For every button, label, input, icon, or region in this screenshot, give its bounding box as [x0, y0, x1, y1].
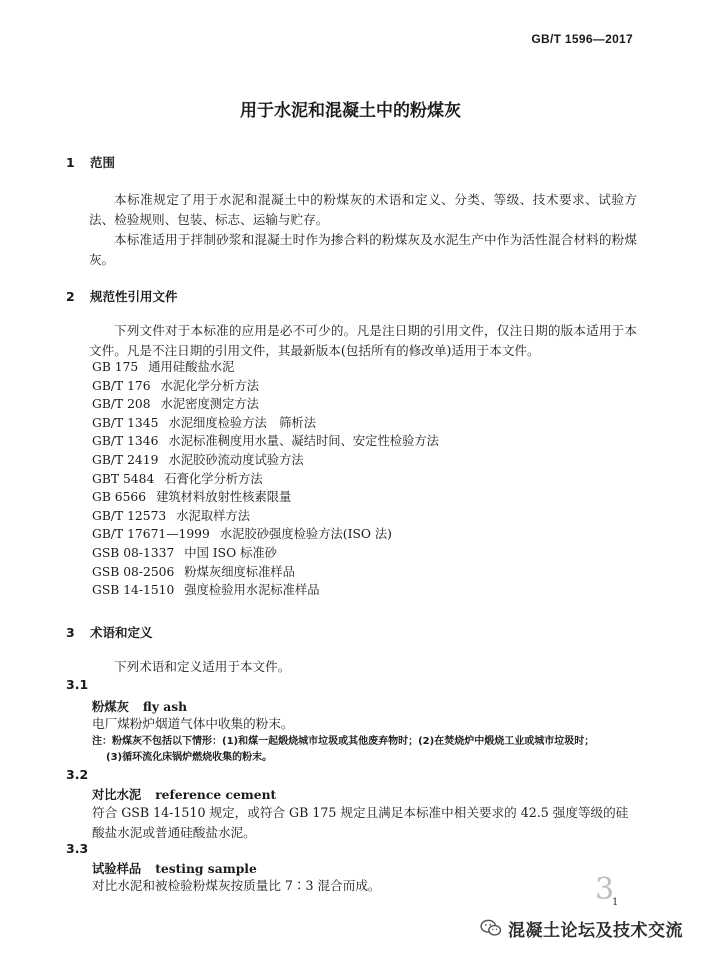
reference-name: 水泥取样方法	[176, 508, 251, 523]
term-name	[92, 785, 276, 803]
reference-code: GB/T 208	[92, 397, 151, 412]
reference-code: GSB 08-2506	[92, 564, 175, 579]
note-line: 注：粉煤灰不包括以下情形：(1)和煤一起煅烧城市垃圾或其他废弃物时；(2)在焚烧炉中煅烧工业或城市垃圾时；	[92, 736, 595, 747]
reference-code: GSB 08-1337	[92, 545, 175, 560]
reference-item	[92, 563, 439, 582]
term-name-zh: 试验样品	[92, 862, 142, 876]
reference-item	[92, 432, 439, 451]
reference-code: GSB 14-1510	[92, 583, 175, 598]
term-note	[92, 734, 652, 766]
reference-code: GB/T 17671—1999	[92, 527, 210, 542]
term-definition: 对比水泥和被检验粉煤灰按质量比 7∶3 混合而成。	[92, 878, 381, 893]
section-title: 规范性引用文件	[90, 289, 178, 304]
reference-name: 水泥细度检验方法 筛析法	[168, 415, 316, 430]
reference-code: GBT 5484	[92, 471, 155, 486]
section-title: 范围	[90, 155, 116, 170]
section-3-paragraph-1: 下列术语和定义适用于本文件。	[114, 659, 291, 674]
reference-item	[92, 395, 439, 414]
standard-code: GB/T 1596—2017	[531, 32, 633, 46]
page-number: 3	[595, 872, 615, 907]
section-number: 2	[66, 289, 75, 304]
reference-item	[92, 470, 439, 489]
term-name-en: fly ash	[142, 699, 188, 714]
note-line: (3)循环流化床锅炉燃烧收集的粉末。	[106, 752, 273, 763]
reference-item	[92, 488, 439, 507]
reference-name: 水泥密度测定方法	[160, 397, 259, 412]
reference-code: GB/T 1345	[92, 415, 159, 430]
section-number: 3	[66, 625, 75, 640]
reference-list	[92, 358, 439, 600]
watermark-text: 混凝土论坛及技术交流	[508, 920, 683, 941]
reference-code: GB/T 12573	[92, 508, 167, 523]
term-name	[92, 697, 187, 715]
reference-code: GB/T 1346	[92, 434, 159, 449]
reference-item	[92, 451, 439, 470]
reference-name: 水泥标准稠度用水量、凝结时间、安定性检验方法	[168, 434, 439, 449]
section-2-paragraph-1: 下列文件对于本标准的应用是必不可少的。凡是注日期的引用文件，仅注日期的版本适用于本文件。凡是不注日期的引用文件，其最新版本(包括所有的修改单)适用于本文件。	[89, 323, 637, 358]
document-title: 用于水泥和混凝土中的粉煤灰	[240, 101, 461, 121]
reference-code: GB 6566	[92, 490, 147, 505]
term-name	[92, 859, 257, 877]
reference-item	[92, 377, 439, 396]
term-name-zh: 粉煤灰	[92, 700, 129, 714]
reference-item	[92, 414, 439, 433]
reference-name: 石膏化学分析方法	[164, 471, 263, 486]
section-1-heading	[66, 153, 115, 171]
term-definition: 电厂煤粉炉烟道气体中收集的粉末。	[92, 716, 294, 731]
section-3-heading	[66, 623, 153, 641]
reference-item	[92, 581, 439, 600]
reference-item	[92, 525, 439, 544]
reference-code: GB 175	[92, 360, 139, 374]
term-number: 3.1	[66, 677, 89, 692]
reference-code: GB/T 176	[92, 378, 151, 393]
reference-item	[92, 358, 439, 377]
term-name-en: reference cement	[155, 787, 277, 802]
watermark	[480, 915, 683, 941]
term-number: 3.3	[66, 841, 89, 856]
page-number-sub: 1	[612, 897, 619, 908]
term-definition: 符合 GSB 14-1510 规定，或符合 GB 175 规定且满足本标准中相关要求的 42.5 强度等级的硅酸盐水泥或普通硅酸盐水泥。	[92, 805, 629, 840]
reference-code: GB/T 2419	[92, 452, 159, 467]
reference-name: 粉煤灰细度标准样品	[184, 564, 295, 579]
term-name-en: testing sample	[155, 861, 257, 876]
section-2-heading	[66, 287, 178, 305]
term-name-zh: 对比水泥	[92, 788, 142, 802]
term-number: 3.2	[66, 767, 89, 782]
wechat-icon	[480, 919, 502, 937]
reference-name: 强度检验用水泥标准样品	[184, 583, 320, 598]
section-1-paragraph-2: 本标准适用于拌制砂浆和混凝土时作为掺合料的粉煤灰及水泥生产中作为活性混合材料的粉煤灰。	[89, 232, 637, 267]
reference-name: 中国 ISO 标准砂	[184, 545, 277, 560]
reference-item	[92, 507, 439, 526]
reference-name: 水泥化学分析方法	[160, 378, 259, 393]
section-number: 1	[66, 155, 75, 170]
section-1-paragraph-1: 本标准规定了用于水泥和混凝土中的粉煤灰的术语和定义、分类、等级、技术要求、试验方法、检验规则、包装、标志、运输与贮存。	[89, 192, 637, 227]
reference-item	[92, 544, 439, 563]
reference-name: 水泥胶砂流动度试验方法	[168, 452, 304, 467]
section-title: 术语和定义	[90, 625, 153, 640]
reference-name: 水泥胶砂强度检验方法(ISO 法)	[219, 527, 392, 542]
reference-name: 建筑材料放射性核素限量	[156, 490, 292, 505]
reference-name: 通用硅酸盐水泥	[148, 360, 235, 374]
